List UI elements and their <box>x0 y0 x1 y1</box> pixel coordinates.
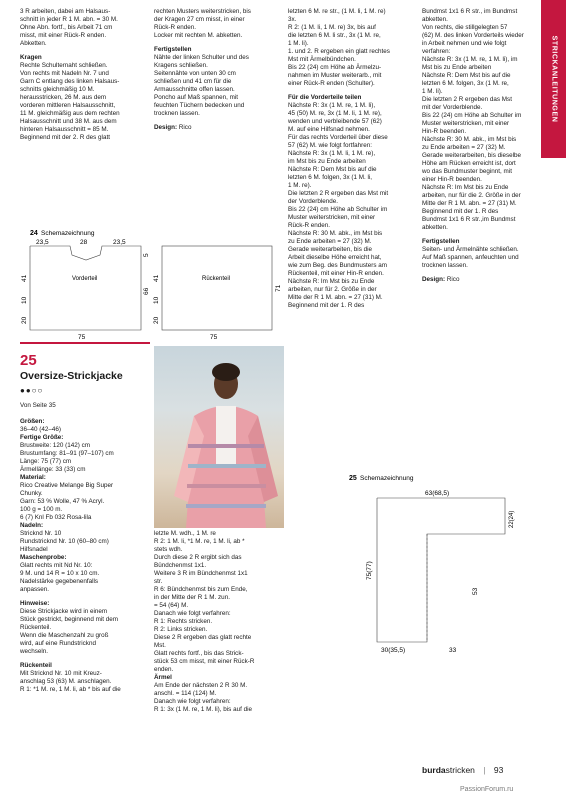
rueckenteil-outline <box>162 246 272 330</box>
aermel-heading: Ärmel <box>154 674 172 681</box>
spec-text: Rico Creative Melange Big Super Chunky. Garn: 53 % Wolle, 47 % Acryl. 100 g = 100 m. 6 (7) Knl Fb 032 Rosa-lila <box>20 482 114 521</box>
schema25-left-dim: 75(77) <box>366 561 373 580</box>
design-label-2: Design: <box>422 276 446 283</box>
fertigstellen-heading-1: Fertigstellen <box>154 46 192 53</box>
model-photo <box>154 346 284 528</box>
section-tab <box>541 0 566 158</box>
schema24-num: 24 <box>30 230 38 237</box>
spec-text: Brustweite: 120 (142) cm Brustumfang: 81–91 (97–107) cm Länge: 75 (77) cm Ärmellänge: 33 (33) cm <box>20 442 114 473</box>
col1-top <box>20 8 150 142</box>
schema-24-diagram <box>20 200 290 340</box>
spec-text: Mit Stricknd Nr. 10 mit Kreuz- anschlag 53 (63) M. anschlagen. R 1: *1 M. re, 1 M. li, ab * bis auf die <box>20 670 121 693</box>
schema25-label: Schemazeichnung <box>360 475 414 482</box>
spec-text: Stricknd Nr. 10 Rundstricknd Nr. 10 (60–80 cm) Hilfsnadel <box>20 530 109 553</box>
brand-bold: burda <box>422 765 446 775</box>
spec-heading: Hinweise: <box>20 600 50 607</box>
spec-text: Glatt rechts mit Nd Nr. 10: 9 M. und 14 R = 10 x 10 cm. Nadelstärke gegebenenfalls anpassen. <box>20 562 100 593</box>
vorder-left-dim-1: 41 <box>21 274 28 282</box>
ruecken-right-dim: 71 <box>275 284 282 292</box>
spec-text: 36–40 (42–46) <box>20 426 61 433</box>
ruecken-left-dim-1: 41 <box>153 274 160 282</box>
schema25-num: 25 <box>349 475 357 482</box>
page-footer: burdastricken | 93 <box>422 765 504 775</box>
schema25-outline <box>377 498 505 642</box>
vorder-right-dim-2: 66 <box>143 287 150 295</box>
von-seite: Von Seite 35 <box>20 402 56 409</box>
schema25-bottom-right: 33 <box>449 647 457 654</box>
col4-intro: Bundmst 1x1 6 R str., im Bundmst abketten. Von rechts, die stillgelegten 57 (62) M. des linken Vorderteils wieder in Arbeit nehmen und wie folgt verfahren: Nächste R: 3x (1 M. re, 1 M. li), im Mst bis zu Ende arbeiten Nächste R: Dem Mst bis auf die letzten 6 M. folgen, 3x (1 M. re, 1 M. li). Die letzten 2 R ergeben das Mst mit der Vorderblende. Bis 22 (24) cm Höhe ab Schulter im Muster weiterstricken, mit einer Hin-R beenden. Nächste R: 30 M. abk., im Mst bis zu Ende arbeiten = 27 (32) M. Gerade weiterarbeiten, bis dieselbe Höhe am Rücken erreicht ist, dort wo das Bundmuster beginnt, mit einer Hin-R beenden. Nächste R: Im Mst bis zu Ende arbeiten, nur für die 2. Größe in der Mitte der R 1 M. abn. = 27 (31) M. Beginnend mit der 1. R des Bundmst 1x1 6 R str.,im Bundmst abketten. <box>422 8 524 231</box>
page-number: 93 <box>493 765 504 775</box>
vorderteil-outline <box>30 246 141 330</box>
model-illustration <box>154 346 284 528</box>
watermark: PassionForum.ru <box>460 786 514 793</box>
kragen-heading: Kragen <box>20 54 42 61</box>
section-tab-label: STRICKANLEITUNGEN <box>550 35 557 123</box>
project-number: 25 <box>20 352 37 369</box>
schema-25-diagram <box>345 470 540 660</box>
vorder-left-dim-3: 20 <box>21 316 28 324</box>
spec-heading: Material: <box>20 474 46 481</box>
ruecken-bottom-dim: 75 <box>210 334 218 340</box>
project-title: Oversize-Strickjacke <box>20 370 123 382</box>
schema25-bottom-left: 30(35,5) <box>381 647 406 654</box>
schema24-label: Schemazeichnung <box>41 230 95 237</box>
ruecken-left-dim-2: 10 <box>153 296 160 304</box>
kragen-text: Rechte Schulternaht schließen. Von rechts mit Nadeln Nr. 7 und Garn C entlang des linken Halsaus- schnitts gleichmäßig 10 M. herausstricken, 26 M. aus dem vorderen mittleren Halsausschnitt, 11 M. gleichmäßig aus dem rechten Halsausschnitt und 38 M. aus dem hinteren Halsausschnitt = 85 M. Beginnend mit der 2. R des glatt <box>20 62 120 141</box>
vorder-bottom-dim: 75 <box>78 334 86 340</box>
spec-heading: Größen: <box>20 418 45 425</box>
col2-top <box>154 8 284 132</box>
rueckenteil-label: Rückenteil <box>202 276 231 282</box>
brand-rest: stricken <box>445 765 475 775</box>
spec-text: Diese Strickjacke wird in einem Stück gestrickt, beginnend mit dem Rückenteil. Wenn die Maschenzahl zu groß wird, auf eine Rundstricknd wechseln. <box>20 608 118 655</box>
col2-bottom <box>154 530 284 714</box>
section-divider <box>20 342 150 344</box>
vorder-top-dim-3: 23,5 <box>113 239 126 246</box>
difficulty-dots: ●●○○ <box>20 386 44 395</box>
col3-main: Nächste R: 3x (1 M. re, 1 M. li), 45 (50) M. re, 3x (1 M. li, 1 M. re), wenden und verbleibende 57 (62) M. auf eine Hilfsnad nehmen. Für das rechts Vorderteil über diese 57 (62) M. wie folgt fortfahren: Nächste R: 3x (1 M. li, 1 M. re), im Mst bis zu Ende arbeiten Nächste R: Dem Mst bis auf die letzten 6 M. folgen, 3x (1 M. li, 1 M. re). Die letzten 2 R ergeben das Mst mit der Vorderblende. Bis 22 (24) cm Höhe ab Schulter im Muster weiterstricken, mit einer Rück-R enden. Nächste R: 30 M. abk., im Mst bis zu Ende arbeiten = 27 (32) M. Gerade weiterarbeiten, bis die Arbeit dieselbe Höhe erreicht hat, wie zum Beg. des Bundmusters am Rückenteil, mit einer Hin-R enden. Nächste R: Im Mst bis zu Ende arbeiten, nur für 2. Größe in der Mitte der R 1 M. abn. = 27 (31) M. Beginnend mit der 1. R des <box>288 102 389 309</box>
design-name-2: Rico <box>446 276 460 283</box>
vorder-right-dim-1: 5 <box>143 253 150 257</box>
vorder-top-dim-1: 23,5 <box>36 239 49 246</box>
col1-intro: 3 R arbeiten, dabei am Halsaus- schnitt in jeder R 1 M. abn. = 30 M. Ohne Abn. fortf., bis Arbeit 71 cm misst, mit einer Rück-R enden. Abketten. <box>20 8 118 47</box>
spec-heading: Maschenprobe: <box>20 554 67 561</box>
fertigstellen-heading-2: Fertigstellen <box>422 238 460 245</box>
vorder-top-dim-2: 28 <box>80 239 88 246</box>
col1-bottom <box>20 418 150 700</box>
spec-heading: Rückenteil <box>20 662 52 669</box>
schema25-right-small: 22(24) <box>509 510 515 528</box>
col2-intro: rechten Musters weiterstricken, bis der Kragen 27 cm misst, in einer Rück-R enden. Locker mit rechten M. abketten. <box>154 8 251 39</box>
aermel-text: Am Ende der nächsten 2 R 30 M. anschl. = 114 (124) M. Danach wie folgt verfahren: R 1: 3x (1 M. re, 1 M. li), bis auf die <box>154 682 252 713</box>
col3 <box>288 8 416 310</box>
schema25-right-dim: 53 <box>472 587 479 595</box>
ruecken-left-dim-3: 20 <box>153 316 160 324</box>
fertigstellen-text-1: Nähte der linken Schulter und des Kragens schließen. Seitennähte von unten 30 cm schließen und 41 cm für die Armausschnitte offen lassen. Poncho auf Maß spannen, mit feuchten Tüchern bedecken und trocknen lassen. <box>154 54 249 117</box>
vorderteile-heading: Für die Vorderteile teilen <box>288 94 362 101</box>
fertigstellen-text-2: Seiten- und Ärmelnähte schließen. Auf Maß spannen, anfeuchten und trocknen lassen. <box>422 246 519 269</box>
vorderteil-label: Vorderteil <box>72 276 98 282</box>
spec-heading: Fertige Größe: <box>20 434 64 441</box>
design-name-1: Rico <box>178 124 192 131</box>
spec-heading: Nadeln: <box>20 522 44 529</box>
col2-bottom-text: letzte M. wdh., 1 M. re R 2: 1 M. li, *1 M. re, 1 M. li, ab * stets wdh. Durch diese 2 R ergibt sich das Bündchenmst 1x1. Weitere 3 R im Bündchenmst 1x1 str. R 6: Bündchenmst bis zum Ende, in der Mitte der R 1 M. zun. = 54 (64) M. Danach wie folgt verfahren: R 1: Rechts stricken. R 2: Links stricken. Diese 2 R ergeben das glatt rechte Mst. Glatt rechts fortf., bis das Strick- stück 53 cm misst, mit einer Rück-R enden. <box>154 530 255 673</box>
design-label-1: Design: <box>154 124 178 131</box>
col3-intro: letzten 6 M. re str., (1 M. li, 1 M. re) 3x. R 2: (1 M. li, 1 M. re) 3x, bis auf die letzten 6 M. li str., 3x (1 M. re, 1 M. li). 1. und 2. R ergeben ein glatt rechtes Mst mit Ärmelbündchen. Bis 22 (24) cm Höhe ab Ärmelzu- nahmen im Muster weiterarb., mit einer Rück-R enden (Schulter). <box>288 8 390 87</box>
schema25-top-dim: 63(68,5) <box>425 490 450 497</box>
vorder-left-dim-2: 10 <box>21 296 28 304</box>
col4 <box>422 8 540 284</box>
